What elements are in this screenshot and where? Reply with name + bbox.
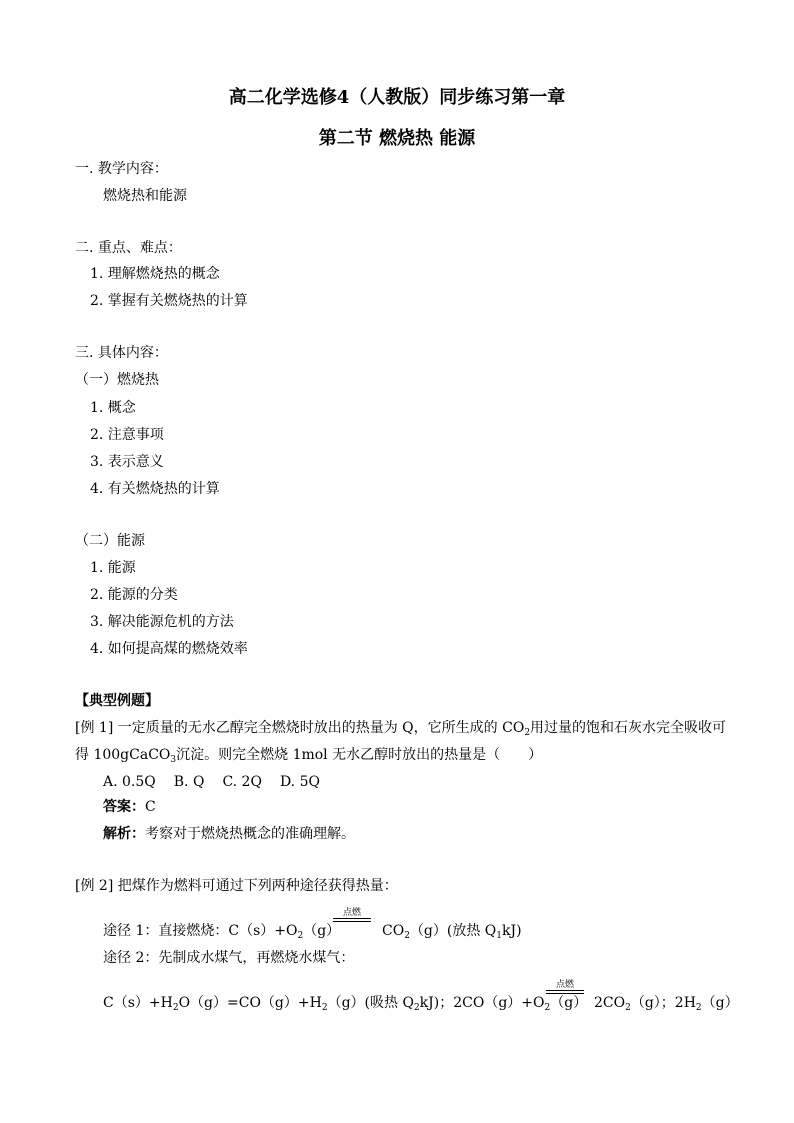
- example-1-text: 沉淀。则完全燃烧 1mol 无水乙醇时放出的热量是（ ）: [176, 747, 543, 763]
- equation-text: O（g）=CO（g）+H: [178, 995, 322, 1011]
- subscript: 2: [172, 1003, 179, 1013]
- subscript: 2: [413, 1003, 420, 1013]
- example-1-text: [例 1] 一定质量的无水乙醇完全燃烧时放出的热量为 Q，它所生成的 CO: [75, 720, 525, 736]
- document-title: 高二化学选修4（人教版）同步练习第一章: [228, 87, 566, 108]
- example-2-equation: [103, 994, 587, 1012]
- example-1-answer: [103, 798, 156, 816]
- subsection-2-item: 1. 能源: [90, 560, 136, 576]
- double-line: [546, 990, 584, 994]
- ignition-label: 点燃: [342, 908, 361, 918]
- equation-text: （g）；2H: [630, 995, 696, 1011]
- example-1-options: [103, 773, 320, 791]
- subsection-1-item: 3. 表示意义: [90, 454, 164, 470]
- example-1-text: 用过量的饱和石灰水完全吸收可: [530, 720, 727, 736]
- ignition-arrow: [333, 908, 371, 922]
- analysis-label: 解析：: [103, 826, 145, 842]
- example-1-line-1: [75, 719, 726, 737]
- section-1-heading: 一. 教学内容：: [75, 161, 168, 177]
- subsection-1-item: 4. 有关燃烧热的计算: [90, 481, 220, 497]
- subscript: 3: [170, 755, 177, 765]
- example-2-intro: [例 2] 把煤作为燃料可通过下列两种途径获得热量：: [75, 878, 398, 894]
- subscript: 2: [321, 1003, 328, 1013]
- section-3-heading: 三. 具体内容：: [75, 345, 168, 361]
- answer-label: 答案：: [103, 799, 145, 815]
- option-d: D. 5Q: [279, 774, 320, 790]
- double-line: [333, 918, 371, 922]
- analysis-text: 考察对于燃烧热概念的准确理解。: [145, 826, 355, 842]
- subscript: 2: [544, 1003, 551, 1013]
- subscript: 2: [625, 1003, 631, 1013]
- equation-text: （g）: [701, 995, 739, 1011]
- equation-text: （g）(吸热 Q: [327, 995, 414, 1011]
- subscript: 2: [297, 931, 304, 941]
- document-subtitle: 第二节 燃烧热 能源: [318, 128, 476, 149]
- subsection-2-heading: （二）能源: [75, 533, 145, 549]
- example-1-analysis: [103, 825, 355, 843]
- ignition-label: 点燃: [555, 980, 574, 990]
- example-1-line-2: [75, 746, 542, 764]
- section-2-item-2: 2. 掌握有关燃烧热的计算: [90, 293, 248, 309]
- subscript: 2: [524, 728, 531, 738]
- equation-text: （g）: [550, 995, 588, 1011]
- subsection-2-item: 2. 能源的分类: [90, 587, 178, 603]
- subsection-1-item: 2. 注意事项: [90, 427, 164, 443]
- subscript: 1: [496, 931, 503, 941]
- subsection-1-item: 1. 概念: [90, 400, 136, 416]
- section-2-heading: 二. 重点、难点：: [75, 240, 182, 256]
- example-2-path-1-product: [382, 922, 522, 940]
- ignition-arrow: [546, 980, 584, 994]
- examples-heading: 【典型例题】: [75, 693, 159, 709]
- equation-text: kJ)；2CO（g）+O: [419, 995, 545, 1011]
- section-1-content: 燃烧热和能源: [103, 188, 187, 204]
- example-2-equation-product: [594, 994, 739, 1012]
- subsection-1-heading: （一）燃烧热: [75, 372, 159, 388]
- path-1-text: （g）(放热 Q: [409, 923, 497, 939]
- equation-text: C（s）+H: [103, 995, 173, 1011]
- path-1-text: kJ): [502, 923, 522, 939]
- path-1-text: （g）: [303, 923, 341, 939]
- subscript: 2: [695, 1003, 702, 1013]
- subsection-2-item: 3. 解决能源危机的方法: [90, 614, 234, 630]
- subsection-2-item: 4. 如何提高煤的燃烧效率: [90, 641, 248, 657]
- option-c: C. 2Q: [222, 774, 262, 790]
- path-1-text: CO: [382, 923, 405, 939]
- example-1-text: 得 100gCaCO: [75, 747, 171, 763]
- answer-value: C: [145, 799, 156, 815]
- section-2-item-1: 1. 理解燃烧热的概念: [90, 266, 220, 282]
- option-a: A. 0.5Q: [103, 774, 156, 790]
- option-b: B. Q: [173, 774, 205, 790]
- subscript: 2: [404, 931, 410, 941]
- example-2-path-1: [103, 922, 340, 940]
- equation-text: 2CO: [594, 995, 626, 1011]
- path-1-text: 途径 1：直接燃烧：C（s）+O: [103, 923, 298, 939]
- example-2-path-2: 途径 2：先制成水煤气，再燃烧水煤气：: [103, 950, 355, 966]
